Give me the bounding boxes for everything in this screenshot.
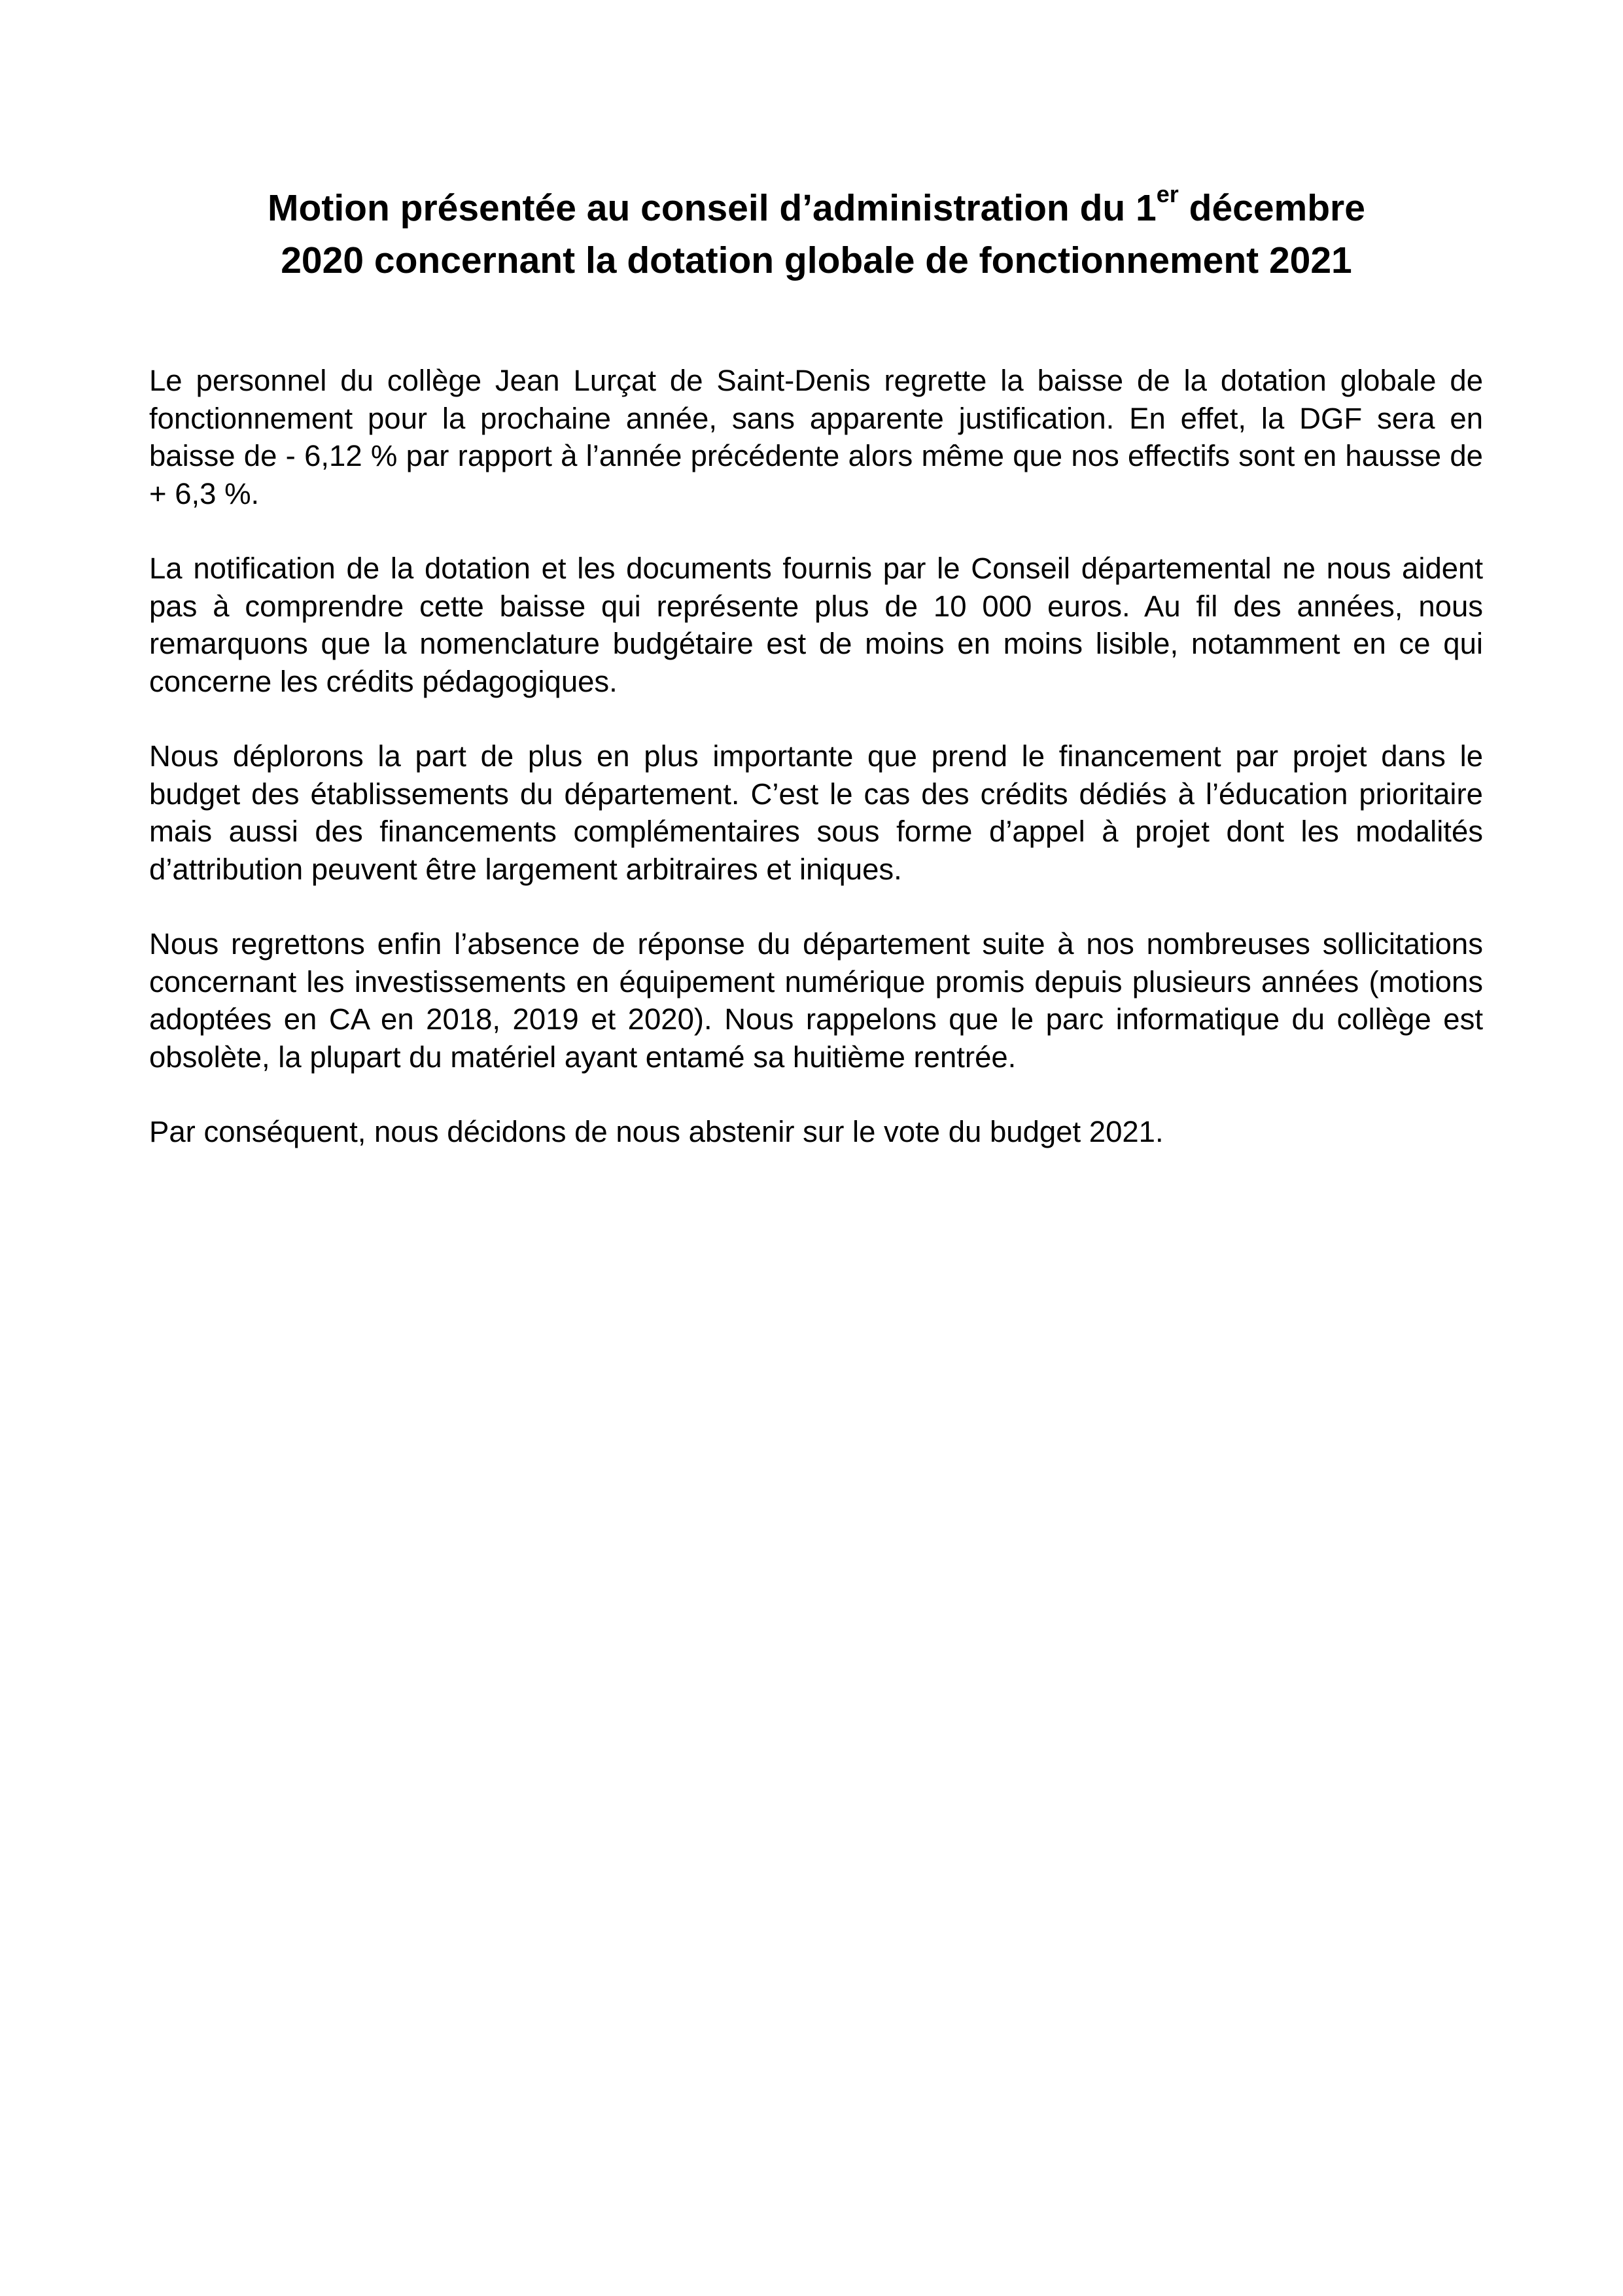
title-ordinal-superscript: er: [1156, 180, 1179, 207]
paragraph-notification: La notification de la dotation et les documents fournis par le Conseil départemental ne nous aident pas à comprendre cette baisse qui représente plus de 10 000 euros. Au fil des années, nous remarquons que la nomenclature budgétaire est de moins en moins lisible, notamment en ce qui concerne les crédits pédagogiques.: [149, 552, 1483, 698]
title-line1-text: Motion présentée au conseil d’administration du 1: [268, 187, 1157, 229]
document-body: [149, 362, 1483, 1151]
paragraph-project-funding: Nous déplorons la part de plus en plus importante que prend le financement par projet dans le budget des établissements du département. C’est le cas des crédits dédiés à l’éducation prioritaire mais aussi des financements complémentaires sous forme d’appel à projet dont les modalités d’attribution peuvent être largement arbitraires et iniques.: [149, 739, 1483, 886]
document-title: [149, 182, 1484, 287]
title-line1-end: décembre: [1178, 187, 1365, 229]
paragraph-digital-equipment: Nous regrettons enfin l’absence de réponse du département suite à nos nombreuses sollicitations concernant les investissements en équipement numérique promis depuis plusieurs années (motions adoptées en CA en 2018, 2019 et 2020). Nous rappelons que le parc informatique du collège est obsolète, la plupart du matériel ayant entamé sa huitième rentrée.: [149, 927, 1483, 1074]
paragraph-dgf-decrease: Le personnel du collège Jean Lurçat de Saint-Denis regrette la baisse de la dotation globale de fonctionnement pour la prochaine année, sans apparente justification. En effet, la DGF sera en baisse de - 6,12 % par rapport à l’année précédente alors même que nos effectifs sont en hausse de + 6,3 %.: [149, 364, 1483, 510]
paragraph-conclusion: Par conséquent, nous décidons de nous abstenir sur le vote du budget 2021.: [149, 1115, 1164, 1148]
title-line2-text: 2020 concernant la dotation globale de fonctionnement 2021: [281, 239, 1352, 281]
